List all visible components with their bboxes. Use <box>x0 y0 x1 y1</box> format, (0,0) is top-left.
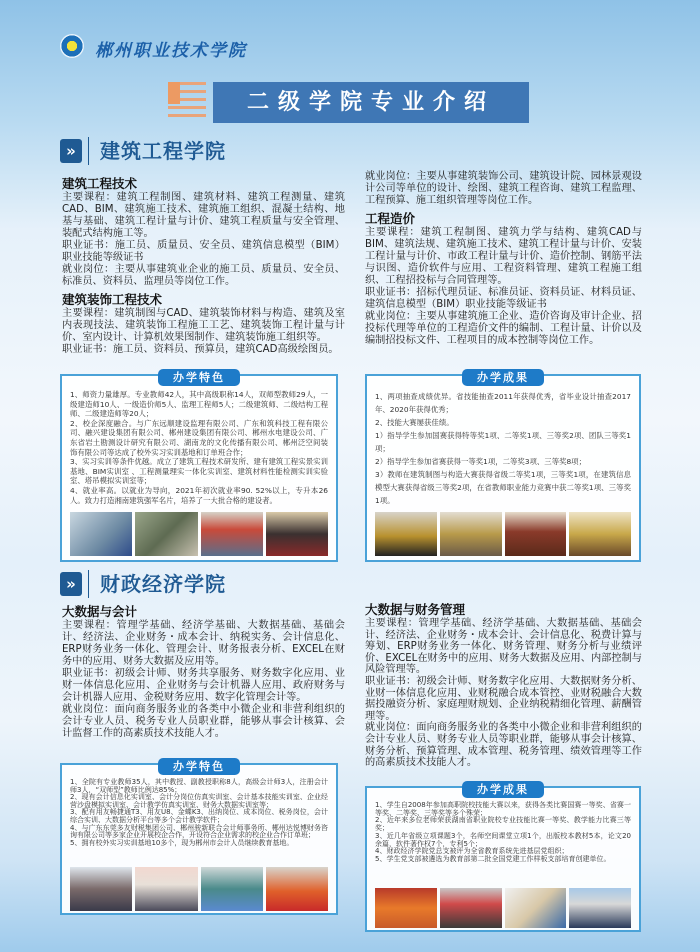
right-column <box>365 598 642 769</box>
photo <box>569 888 631 928</box>
box-list-item: 5、学生党支部被遴选为教育部第二批全国党建工作样板支部培育创建单位。 <box>375 854 611 863</box>
features-label: 办学特色 <box>158 758 240 775</box>
major-paragraph: 职业证书：招标代理员证、标准员证、资料员证、材料员证、建筑信息模型（BIM）职业技能等级证书 <box>365 287 642 310</box>
photo <box>375 888 437 928</box>
major-paragraph: 职业证书：初级会计师、财务共享服务、财务数字化应用、业财一体信息化应用、企业财务与会计机器人应用、政府财务与会计机器人应用、金税财务应用、数字化管理会计等。 <box>62 668 345 703</box>
major-title: 工程造价 <box>365 211 416 226</box>
section-title: 财政经济学院 <box>100 572 226 596</box>
major-title: 建筑装饰工程技术 <box>62 292 163 307</box>
box-text <box>70 779 328 847</box>
major-paragraph: 就业岗位：面向商务服务业的各类中小微企业和非营利组织的会计专业人员、财务专业人员等职业群，能够从事会计核算、财务分析、预算管理、成本管理、税务管理、绩效管理等工作的高素质技术技能人才。 <box>365 722 642 769</box>
photo <box>440 512 502 556</box>
photo <box>201 867 263 911</box>
box-list-item: 1、两项抽查成绩优异。省技能抽查2011年获得优秀，省毕业设计抽查2017年、2020年获得优秀； <box>375 392 631 414</box>
section-header <box>60 137 360 165</box>
school-logo <box>60 34 84 58</box>
achievements-label: 办学成果 <box>462 369 544 386</box>
photo <box>135 867 197 911</box>
photo <box>440 888 502 928</box>
box-list-item: 1、全院有专业教师35人，其中教授、副教授职称8人，高级会计师3人，注册会计师3人，“双师型”教师比例达85%； <box>70 778 328 794</box>
double-chevron-right-icon: » <box>60 572 82 596</box>
achievements-label: 办学成果 <box>462 781 544 798</box>
box-list-item: 2、现有会计信息化实训室、会计分岗位仿真实训室、会计基本技能实训室、企业经营沙盘模拟实训室、会计教学仿真实训室、财务大数据实训室等； <box>70 793 328 809</box>
box-list-item: 2、近年来多位老师荣获湖南省职业院校专业技能比赛一等奖、教学能力比赛三等奖； <box>375 816 631 833</box>
features-label: 办学特色 <box>158 369 240 386</box>
major-paragraph: 就业岗位：面向商务服务业的各类中小微企业和非营利组织的会计专业人员、税务专业人员职业群，能够从事会计核算、会计监督工作的高素质技术技能人才。 <box>62 704 345 739</box>
box-list-item: 4、财政经济学院党总支被评为全省教育系统先进基层党组织； <box>375 847 569 856</box>
box-list-item: 4、就业率高。以就业为导向，2021年初次就业率90. 52%以上，专升本26人。致力打造湘南建筑强军名片，培养了一大批合格的建设者。 <box>70 485 328 505</box>
major-paragraph: 主要课程：建筑制图与CAD、建筑装饰材料与构造、建筑及室内表现技法、建筑装饰工程施工工艺、建筑装饰工程计量与计价、室内设计、计算机效果图制作、建筑装饰施工组织等。 <box>62 308 345 343</box>
box-list-item: 3、近几年省级立项课题3个，名师空间课堂立项1个，出版校本教材5本，论文20余篇，软件著作权7个，专利5个； <box>375 831 631 848</box>
major-paragraph: 主要课程：管理学基础、经济学基础、大数据基础、基础会计、经济法、企业财务・成本会计、会计信息化、税费计算与筹划、ERP财务业务一体化、财务管理、财务分析与业绩评价、EXCEL在财务中的应用、财务大数据及应用、内部控制与风险管理等。 <box>365 618 642 676</box>
right-column <box>365 171 642 347</box>
major-paragraph: 职业证书：初级会计师、财务数字化应用、大数据财务分析、业财一体信息化应用、业财税融合成本管控、业财税融合大数据投融资分析、家庭理财规划、企业纳税精细化管理、薪酬管理等。 <box>365 675 642 722</box>
photo <box>569 512 631 556</box>
photo <box>70 512 132 556</box>
photo <box>375 512 437 556</box>
left-column <box>62 172 345 356</box>
photo-strip <box>70 867 328 911</box>
major-paragraph: 主要课程：建筑工程制图、建筑材料、建筑工程测量、建筑CAD、BIM、建筑施工技术、建筑施工组织、混凝土结构、地基与基础、建筑工程计量与计价、建筑工程质量与安全管理、装配式结构施工等。 <box>62 192 345 239</box>
photo <box>505 512 567 556</box>
features-box <box>60 371 338 562</box>
photo <box>505 888 567 928</box>
major-paragraph: 就业岗位：主要从事建筑装饰公司、建筑设计院、园林景观设计公司等单位的设计、绘图、建筑工程咨询、建筑工程监理、工程预算、施工组织管理等岗位工作。 <box>365 171 642 206</box>
photo <box>266 867 328 911</box>
box-list-item: 1、师资力量雄厚。专业教师42人，其中高级职称14人，双师型教师29人，一级建造师10人、一级造价师5人、监理工程师5人；二级建筑师、二级结构工程师、二级建造师等20人； <box>70 390 328 419</box>
double-chevron-right-icon: » <box>60 139 82 163</box>
major-paragraph: 职业证书：施工员、资料员、预算员，建筑CAD高级绘图员。 <box>62 344 339 355</box>
major-paragraph: 就业岗位：主要从事建筑施工企业、造价咨询及审计企业、招投标代理等单位的工程造价文件的编制、工程计量、计价以及编制招投标文件、工程项目的成本控制等岗位工作。 <box>365 311 642 346</box>
photo <box>70 867 132 911</box>
photo <box>201 512 263 556</box>
major-title: 大数据与会计 <box>62 604 138 619</box>
box-list-item: 5、拥有校外实习实训基地10多个，现为郴州市会计人员继续教育基地。 <box>70 838 294 847</box>
box-text <box>70 390 328 505</box>
box-list-item: 3）教师在建筑制图与构造大赛获得省级二等奖1项，三等奖1项，在建筑信息模型大赛获得省级三等奖2项，在省教师职业能力竞赛中获二等奖1项、三等奖1项。 <box>375 470 631 505</box>
box-list-item: 3、实习实训等条件优越。成立了建筑工程技术研发所、建有建筑工程实景实训基地、BIM实训室 、工程测量理实一体化实训室、建筑材料性能检测实训实验室、塔吊模拟实训室等； <box>70 457 328 486</box>
box-text <box>375 802 631 864</box>
box-text <box>375 390 631 507</box>
box-list-item: 1）指导学生参加国赛获得特等奖1项、二等奖1项、三等奖2项、团队三等奖1项； <box>375 431 631 453</box>
box-list-item: 4、与广东东莞多友财税集团公司、郴州骏新联合会计师事务所、郴州达悦博财务咨询有限公司等多家企业开展校企合作，开设符合企业需求的校企业合作订单班； <box>70 823 328 840</box>
major-paragraph: 就业岗位：主要从事建筑业企业的施工员、质量员、安全员、标准员、资料员、监理员等岗位工作。 <box>62 264 345 287</box>
photo-strip <box>375 512 631 556</box>
page-title: 二级学院专业介绍 <box>213 82 529 123</box>
banner-stripes-decoration <box>168 82 206 124</box>
box-list-item: 3、配有用友畅捷通T3、用友U8、金蝶K3、出纳岗位、成本岗位、税务岗位，会计综合实训、大数据分析平台等多个会计教学软件； <box>70 808 328 824</box>
major-title: 建筑工程技术 <box>62 176 138 191</box>
box-list-item: 2、校企深度融合。与广东远顺建设监理有限公司、广东和筑科技工程有限公司、融兴建设集团有限公司、郴州建设集团有限公司、郴州水电建设公司、广东省岩土勘测设计研究有限公司、湖南龙的文化传播有限公司、郴州泛空间装饰有限公司等达成了校外实习实训基地和订单班合作； <box>70 418 328 457</box>
photo-strip <box>375 888 631 928</box>
box-list-item: 2、技能大赛屡获佳绩。 <box>375 418 454 427</box>
section-header <box>60 570 360 598</box>
section-title: 建筑工程学院 <box>100 139 226 163</box>
major-paragraph: 职业证书：施工员、质量员、安全员、建筑信息模型（BIM）职业技能等级证书 <box>62 240 345 263</box>
box-list-item: 2）指导学生参加省赛获得一等奖1项，二等奖3项、三等奖8项； <box>375 457 586 466</box>
features-box <box>60 760 338 915</box>
left-column <box>62 600 345 740</box>
major-paragraph: 主要课程：管理学基础、经济学基础、大数据基础、基础会计、经济法、企业财务・成本会计、纳税实务、会计信息化、ERP财务业务一体化、管理会计、财务报表分析、EXCEL在财务中的应用、财务大数据及应用等。 <box>62 620 345 667</box>
major-title: 大数据与财务管理 <box>365 602 466 617</box>
photo-strip <box>70 512 328 556</box>
achievements-box <box>365 783 641 932</box>
school-name: 郴州职业技术学院 <box>95 41 247 61</box>
photo <box>135 512 197 556</box>
achievements-box <box>365 371 641 562</box>
box-list-item: 1、学生自2008年参加高职院校技能大赛以来，获得各类比赛国赛一等奖、省赛一等奖、二等奖、三等奖等多个殊荣； <box>375 801 631 817</box>
major-paragraph: 主要课程：建筑工程制图、建筑力学与结构、建筑CAD与BIM、建筑法规、建筑施工技术、建筑工程计量与计价、安装工程计量与计价、市政工程计量与计价、造价控制、钢筋平法与识图、造价软件与应用、工程资料管理、建筑工程施工组织、工程招投标与合同管理等。 <box>365 227 642 286</box>
photo <box>266 512 328 556</box>
